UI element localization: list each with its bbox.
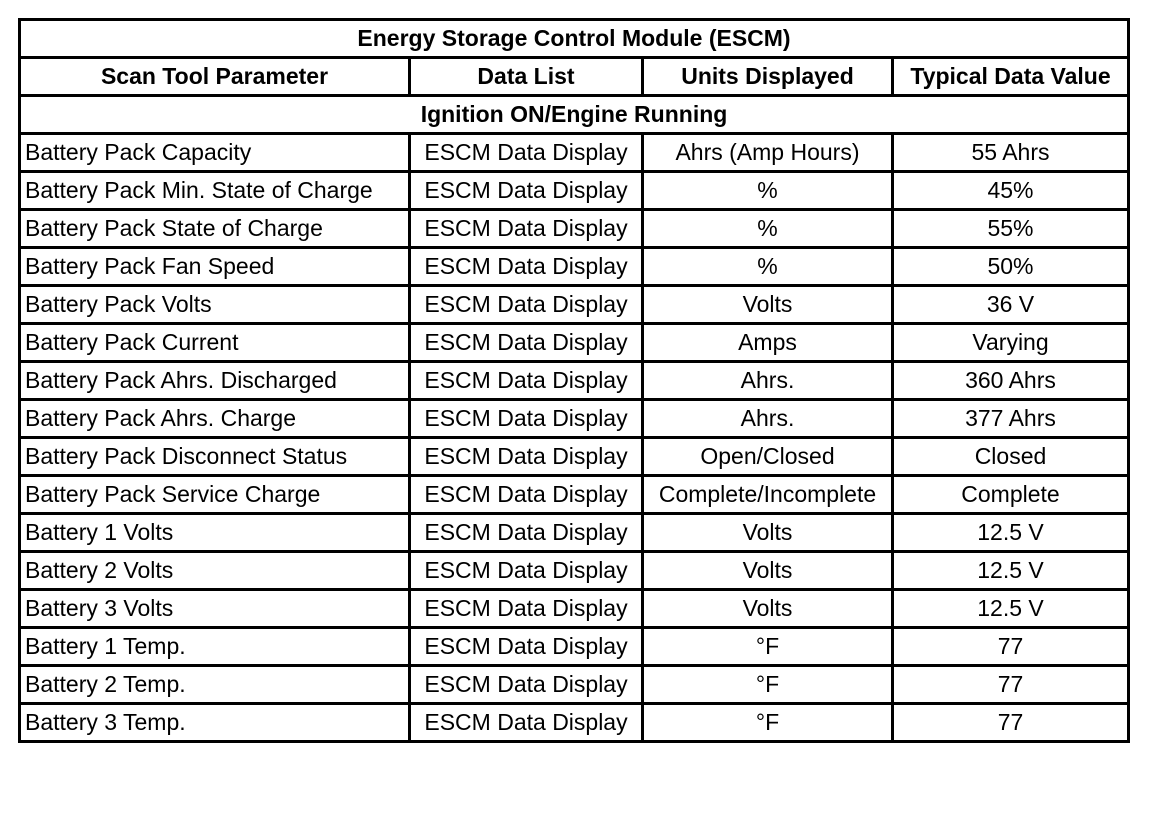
typical-value-cell: 55 Ahrs bbox=[893, 134, 1129, 172]
units-cell: Complete/Incomplete bbox=[643, 476, 893, 514]
units-cell: °F bbox=[643, 666, 893, 704]
parameter-cell: Battery 1 Volts bbox=[20, 514, 410, 552]
data-list-cell: ESCM Data Display bbox=[410, 248, 643, 286]
parameter-cell: Battery Pack Min. State of Charge bbox=[20, 172, 410, 210]
header-units-displayed: Units Displayed bbox=[643, 58, 893, 96]
units-cell: Amps bbox=[643, 324, 893, 362]
parameter-cell: Battery 1 Temp. bbox=[20, 628, 410, 666]
units-cell: % bbox=[643, 210, 893, 248]
table-row bbox=[20, 666, 1129, 704]
parameter-cell: Battery Pack Fan Speed bbox=[20, 248, 410, 286]
table-row bbox=[20, 362, 1129, 400]
table-header-row bbox=[20, 58, 1129, 96]
header-data-list: Data List bbox=[410, 58, 643, 96]
parameter-cell: Battery 3 Temp. bbox=[20, 704, 410, 742]
parameter-cell: Battery Pack Service Charge bbox=[20, 476, 410, 514]
units-cell: Ahrs. bbox=[643, 362, 893, 400]
typical-value-cell: 12.5 V bbox=[893, 552, 1129, 590]
typical-value-cell: 36 V bbox=[893, 286, 1129, 324]
table-row bbox=[20, 248, 1129, 286]
data-list-cell: ESCM Data Display bbox=[410, 552, 643, 590]
table-row bbox=[20, 514, 1129, 552]
parameter-cell: Battery Pack Ahrs. Charge bbox=[20, 400, 410, 438]
parameter-cell: Battery 2 Temp. bbox=[20, 666, 410, 704]
data-list-cell: ESCM Data Display bbox=[410, 666, 643, 704]
table-title: Energy Storage Control Module (ESCM) bbox=[20, 20, 1129, 58]
typical-value-cell: Complete bbox=[893, 476, 1129, 514]
data-list-cell: ESCM Data Display bbox=[410, 210, 643, 248]
units-cell: Volts bbox=[643, 590, 893, 628]
units-cell: Volts bbox=[643, 514, 893, 552]
typical-value-cell: Closed bbox=[893, 438, 1129, 476]
typical-value-cell: 377 Ahrs bbox=[893, 400, 1129, 438]
parameter-cell: Battery Pack Current bbox=[20, 324, 410, 362]
typical-value-cell: 12.5 V bbox=[893, 590, 1129, 628]
table-row bbox=[20, 286, 1129, 324]
table-row bbox=[20, 704, 1129, 742]
typical-value-cell: 77 bbox=[893, 628, 1129, 666]
units-cell: Volts bbox=[643, 286, 893, 324]
data-list-cell: ESCM Data Display bbox=[410, 324, 643, 362]
parameter-cell: Battery Pack Volts bbox=[20, 286, 410, 324]
data-list-cell: ESCM Data Display bbox=[410, 476, 643, 514]
section-label: Ignition ON/Engine Running bbox=[20, 96, 1129, 134]
typical-value-cell: 77 bbox=[893, 666, 1129, 704]
units-cell: Ahrs. bbox=[643, 400, 893, 438]
table-row bbox=[20, 172, 1129, 210]
table-row bbox=[20, 210, 1129, 248]
data-list-cell: ESCM Data Display bbox=[410, 438, 643, 476]
parameter-cell: Battery 2 Volts bbox=[20, 552, 410, 590]
parameter-cell: Battery Pack Capacity bbox=[20, 134, 410, 172]
parameter-cell: Battery Pack Disconnect Status bbox=[20, 438, 410, 476]
data-list-cell: ESCM Data Display bbox=[410, 400, 643, 438]
data-list-cell: ESCM Data Display bbox=[410, 704, 643, 742]
data-list-cell: ESCM Data Display bbox=[410, 628, 643, 666]
units-cell: °F bbox=[643, 704, 893, 742]
data-list-cell: ESCM Data Display bbox=[410, 134, 643, 172]
typical-value-cell: 45% bbox=[893, 172, 1129, 210]
data-list-cell: ESCM Data Display bbox=[410, 362, 643, 400]
typical-value-cell: 77 bbox=[893, 704, 1129, 742]
data-list-cell: ESCM Data Display bbox=[410, 286, 643, 324]
table-row bbox=[20, 552, 1129, 590]
header-typical-data-value: Typical Data Value bbox=[893, 58, 1129, 96]
table-body bbox=[20, 134, 1129, 742]
typical-value-cell: 12.5 V bbox=[893, 514, 1129, 552]
section-row bbox=[20, 96, 1129, 134]
table-title-row bbox=[20, 20, 1129, 58]
table-row bbox=[20, 590, 1129, 628]
typical-value-cell: 55% bbox=[893, 210, 1129, 248]
units-cell: Open/Closed bbox=[643, 438, 893, 476]
data-list-cell: ESCM Data Display bbox=[410, 172, 643, 210]
units-cell: Ahrs (Amp Hours) bbox=[643, 134, 893, 172]
table-row bbox=[20, 400, 1129, 438]
units-cell: °F bbox=[643, 628, 893, 666]
table-row bbox=[20, 324, 1129, 362]
parameter-cell: Battery Pack Ahrs. Discharged bbox=[20, 362, 410, 400]
parameter-cell: Battery 3 Volts bbox=[20, 590, 410, 628]
table-row bbox=[20, 134, 1129, 172]
units-cell: % bbox=[643, 248, 893, 286]
table-row bbox=[20, 438, 1129, 476]
header-scan-tool-parameter: Scan Tool Parameter bbox=[20, 58, 410, 96]
typical-value-cell: 50% bbox=[893, 248, 1129, 286]
escm-data-table bbox=[18, 18, 1130, 743]
parameter-cell: Battery Pack State of Charge bbox=[20, 210, 410, 248]
table-row bbox=[20, 628, 1129, 666]
typical-value-cell: 360 Ahrs bbox=[893, 362, 1129, 400]
data-list-cell: ESCM Data Display bbox=[410, 590, 643, 628]
data-list-cell: ESCM Data Display bbox=[410, 514, 643, 552]
units-cell: % bbox=[643, 172, 893, 210]
typical-value-cell: Varying bbox=[893, 324, 1129, 362]
table-row bbox=[20, 476, 1129, 514]
units-cell: Volts bbox=[643, 552, 893, 590]
